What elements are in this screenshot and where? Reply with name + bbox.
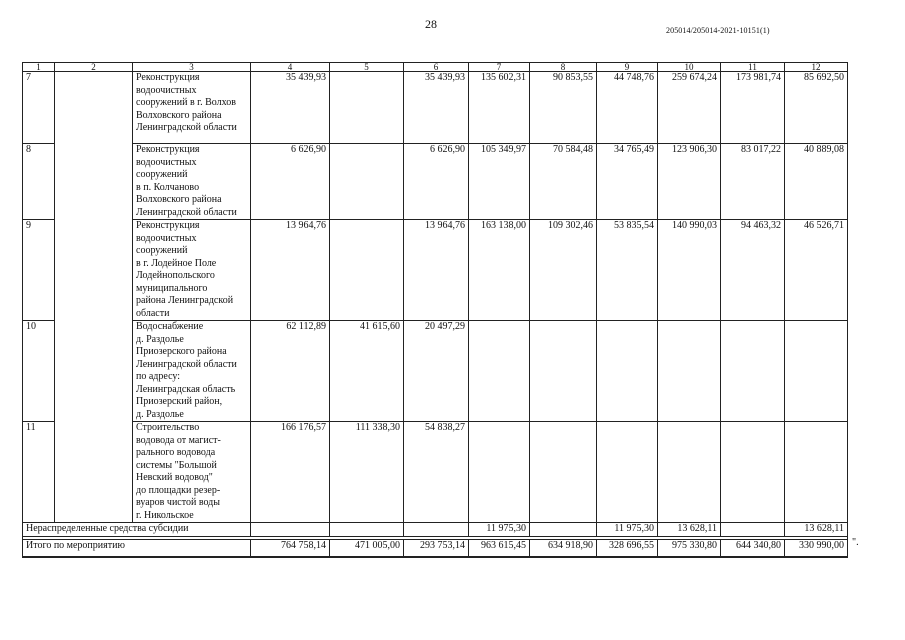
cell-col-11: 94 463,32 (721, 220, 785, 321)
table-row (23, 220, 848, 321)
cell-col-11 (721, 422, 785, 523)
column-number: 7 (469, 63, 530, 72)
cell-col-7: 105 349,97 (469, 144, 530, 220)
table-row (23, 72, 848, 144)
cell-col-9: 44 748,76 (597, 72, 658, 144)
cell-col-5 (330, 220, 404, 321)
cell-col-10: 123 906,30 (658, 144, 721, 220)
cell-col-9: 34 765,49 (597, 144, 658, 220)
closing-quote-mark: ". (852, 537, 859, 548)
total-col-11: 644 340,80 (721, 539, 785, 557)
cell-col-8 (530, 523, 597, 537)
total-label: Итого по мероприятию (23, 539, 251, 557)
cell-col-4: 6 626,90 (251, 144, 330, 220)
row-index: 9 (23, 220, 55, 321)
table-row (23, 422, 848, 523)
total-col-6: 293 753,14 (404, 539, 469, 557)
project-name: Реконструкция водоочистных сооружений в п. Колчаново Волховского района Ленинградской области (133, 144, 251, 220)
cell-col-12: 13 628,11 (785, 523, 848, 537)
row-index: 8 (23, 144, 55, 220)
cell-col-12 (785, 321, 848, 422)
cell-col-4: 13 964,76 (251, 220, 330, 321)
cell-col-4 (251, 523, 330, 537)
cell-col-6: 6 626,90 (404, 144, 469, 220)
column-number: 8 (530, 63, 597, 72)
total-row (23, 539, 848, 557)
column-number: 6 (404, 63, 469, 72)
total-col-5: 471 005,00 (330, 539, 404, 557)
total-col-12: 330 990,00 (785, 539, 848, 557)
column-number: 11 (721, 63, 785, 72)
column-number: 2 (55, 63, 133, 72)
cell-col-10: 13 628,11 (658, 523, 721, 537)
cell-col-4: 62 112,89 (251, 321, 330, 422)
column-number-row (23, 63, 848, 72)
row-index: 11 (23, 422, 55, 523)
cell-col-5: 41 615,60 (330, 321, 404, 422)
cell-col-6 (404, 523, 469, 537)
cell-col-5 (330, 523, 404, 537)
cell-col-9 (597, 321, 658, 422)
cell-col-11 (721, 321, 785, 422)
cell-col-10: 259 674,24 (658, 72, 721, 144)
unallocated-funds-row (23, 523, 848, 537)
total-col-8: 634 918,90 (530, 539, 597, 557)
cell-col-7: 135 602,31 (469, 72, 530, 144)
cell-col-8 (530, 422, 597, 523)
cell-col-8 (530, 321, 597, 422)
cell-col-5: 111 338,30 (330, 422, 404, 523)
total-col-10: 975 330,80 (658, 539, 721, 557)
cell-col-12: 46 526,71 (785, 220, 848, 321)
row-index: 10 (23, 321, 55, 422)
cell-col-7 (469, 321, 530, 422)
column-number: 12 (785, 63, 848, 72)
cell-col-9: 11 975,30 (597, 523, 658, 537)
document-code: 205014/205014-2021-10151(1) (666, 26, 770, 35)
cell-col-5 (330, 72, 404, 144)
total-col-9: 328 696,55 (597, 539, 658, 557)
project-name: Реконструкция водоочистных сооружений в г. Волхов Волховского района Ленинградской области (133, 72, 251, 144)
cell-col-6: 35 439,93 (404, 72, 469, 144)
merged-column-2-cell (55, 72, 133, 523)
financing-table (22, 62, 848, 558)
column-number: 10 (658, 63, 721, 72)
unallocated-label: Нераспределенные средства субсидии (23, 523, 251, 537)
row-index: 7 (23, 72, 55, 144)
cell-col-8: 109 302,46 (530, 220, 597, 321)
project-name: Реконструкция водоочистных сооружений в г. Лодейное Поле Лодейнопольского муниципального района Ленинградской области (133, 220, 251, 321)
cell-col-10 (658, 422, 721, 523)
cell-col-11: 83 017,22 (721, 144, 785, 220)
column-number: 5 (330, 63, 404, 72)
total-col-4: 764 758,14 (251, 539, 330, 557)
total-col-7: 963 615,45 (469, 539, 530, 557)
cell-col-12: 85 692,50 (785, 72, 848, 144)
cell-col-12: 40 889,08 (785, 144, 848, 220)
cell-col-8: 90 853,55 (530, 72, 597, 144)
cell-col-9 (597, 422, 658, 523)
cell-col-12 (785, 422, 848, 523)
table-row (23, 321, 848, 422)
cell-col-7: 163 138,00 (469, 220, 530, 321)
cell-col-8: 70 584,48 (530, 144, 597, 220)
cell-col-6: 54 838,27 (404, 422, 469, 523)
cell-col-11: 173 981,74 (721, 72, 785, 144)
cell-col-6: 13 964,76 (404, 220, 469, 321)
cell-col-7 (469, 422, 530, 523)
cell-col-10 (658, 321, 721, 422)
cell-col-6: 20 497,29 (404, 321, 469, 422)
cell-col-9: 53 835,54 (597, 220, 658, 321)
column-number: 9 (597, 63, 658, 72)
cell-col-4: 35 439,93 (251, 72, 330, 144)
cell-col-11 (721, 523, 785, 537)
column-number: 4 (251, 63, 330, 72)
table-row (23, 144, 848, 220)
project-name: Водоснабжение д. Раздолье Приозерского района Ленинградской области по адресу: Ленинградская область Приозерский район, д. Раздолье (133, 321, 251, 422)
cell-col-4: 166 176,57 (251, 422, 330, 523)
column-number: 1 (23, 63, 55, 72)
cell-col-7: 11 975,30 (469, 523, 530, 537)
column-number: 3 (133, 63, 251, 72)
page-number: 28 (425, 17, 437, 31)
cell-col-5 (330, 144, 404, 220)
project-name: Строительство водовода от магист- рального водовода системы "Большой Невский водовод" до площадки резер- вуаров чистой воды г. Никольское (133, 422, 251, 523)
cell-col-10: 140 990,03 (658, 220, 721, 321)
